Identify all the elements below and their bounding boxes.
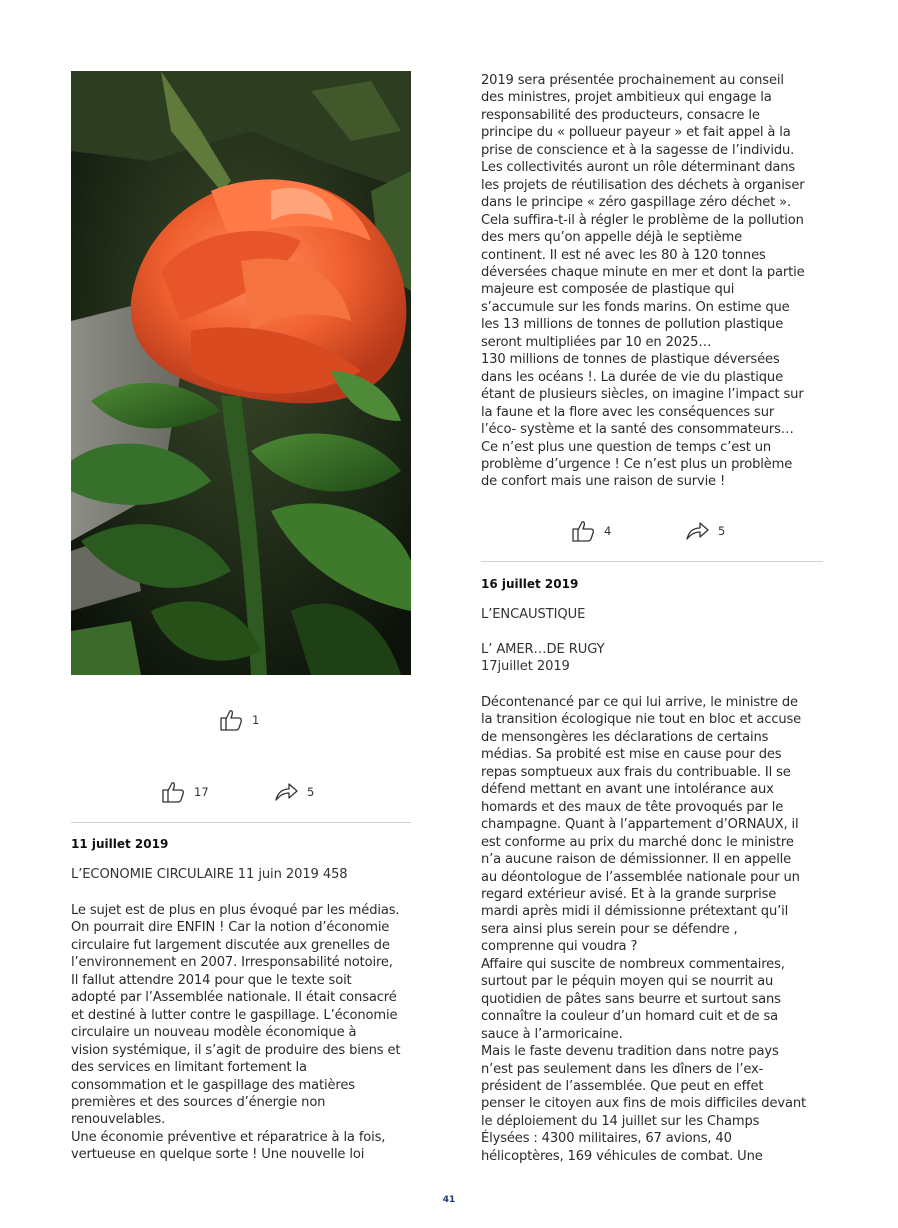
text-line: hélicoptères, 169 véhicules de combat. Une (481, 1148, 763, 1164)
text-line: Décontenancé par ce qui lui arrive, le ministre de (481, 695, 798, 710)
share-group-left (273, 779, 314, 805)
text-line: n’a aucune raison de démissionner. Il en appelle (481, 852, 792, 868)
text-line: des services en limitant fortement la (71, 1060, 307, 1076)
text-line: circulaire un nouveau modèle économique à (71, 1025, 357, 1041)
text-line: vision systémique, il s’agit de produire des biens et (71, 1042, 401, 1058)
text-line: le déploiement du 14 juillet sur les Champs (481, 1113, 760, 1129)
post-body-right (481, 694, 826, 1165)
text-line: défend mettant en avant une intolérance aux (481, 782, 774, 798)
text-line: surtout par le péquin moyen qui se nourrit au (481, 974, 774, 990)
rose-photo-image (71, 71, 411, 675)
text-line: mardi après midi il démissionne prétextant qu’il (481, 904, 789, 920)
text-line: déversées chaque minute en mer et dont la partie (481, 264, 805, 280)
post-body-continued (481, 72, 826, 491)
text-line: l’éco- système et la santé des consommateurs… (481, 422, 794, 438)
text-line: étant de plusieurs siècles, on imagine l’impact sur (481, 387, 804, 403)
text-line: et destiné à lutter contre le gaspillage. L’économie (71, 1007, 398, 1023)
text-line: les 13 millions de tonnes de pollution plastique (481, 317, 784, 333)
text-line: On pourrait dire ENFIN ! Car la notion d’économie (71, 920, 390, 936)
post-subdate: 17juillet 2019 (481, 659, 570, 674)
text-line: premières et des sources d’énergie non (71, 1094, 326, 1110)
text-line: Ce n’est plus une question de temps c’est un (481, 439, 772, 455)
text-line: au déontologue de l’assemblée nationale pour un (481, 869, 800, 885)
text-line: la faune et la flore avec les conséquences sur (481, 404, 775, 420)
text-line: adopté par l’Assemblée nationale. Il était consacré (71, 990, 397, 1006)
divider-right (481, 561, 823, 562)
text-line: Le sujet est de plus en plus évoqué par les médias. (71, 903, 400, 918)
like-count: 4 (604, 524, 612, 538)
text-line: problème d’urgence ! Ce n’est plus un problème (481, 456, 793, 472)
text-line: principe du « pollueur payeur » et fait appel à la (481, 125, 791, 141)
post-date: 16 juillet 2019 (481, 577, 579, 591)
text-line: vertueuse en quelque sorte ! Une nouvelle loi (71, 1147, 365, 1163)
thumbs-up-icon[interactable] (218, 707, 244, 733)
like-count: 17 (194, 785, 209, 799)
post-title: L’ENCAUSTIQUE (481, 607, 586, 622)
text-line: consommation et le gaspillage des matières (71, 1077, 355, 1093)
share-arrow-icon[interactable] (684, 518, 710, 544)
text-line: renouvelables. (71, 1112, 166, 1128)
text-line: des mers qu’on appelle déjà le septième (481, 230, 742, 246)
text-line: connaître la couleur d’un homard cuit et de sa (481, 1009, 778, 1025)
text-line: de confort mais une raison de survie ! (481, 474, 726, 490)
text-line: des ministres, projet ambitieux qui engage la (481, 90, 772, 106)
text-line: Élysées : 4300 militaires, 67 avions, 40 (481, 1131, 732, 1147)
text-line: s’accumule sur les fonds marins. On estime que (481, 299, 790, 315)
text-line: penser le citoyen aux fins de mois difficiles devant (481, 1096, 806, 1112)
text-line: la transition écologique nie tout en bloc et accuse (481, 712, 802, 728)
page-number: 41 (442, 1195, 456, 1205)
text-line: président de l’assemblée. Que peut en effet (481, 1078, 764, 1094)
thumbs-up-icon[interactable] (160, 779, 186, 805)
text-line: continent. Il est né avec les 80 à 120 tonnes (481, 247, 766, 263)
text-line: responsabilité des producteurs, consacre le (481, 107, 760, 123)
text-line: Il fallut attendre 2014 pour que le texte soit (71, 972, 352, 988)
divider-left (71, 822, 411, 823)
text-line: dans le principe « zéro gaspillage zéro déchet ». (481, 195, 792, 211)
text-line: 130 millions de tonnes de plastique déversées (481, 352, 780, 368)
text-line: circulaire fut largement discutée aux grenelles de (71, 937, 390, 953)
text-line: seront multipliées par 10 en 2025… (481, 334, 712, 350)
text-line: majeure est composée de plastique qui (481, 282, 735, 298)
text-line: repas somptueux aux frais du contribuable. Il se (481, 764, 791, 780)
text-line: Cela suffira-t-il à régler le problème de la pollution (481, 212, 804, 228)
share-arrow-icon[interactable] (273, 779, 299, 805)
text-line: champagne. Quant à l’appartement d’ORNAUX, il (481, 817, 799, 833)
rose-photo (71, 71, 411, 675)
share-group-right (684, 518, 725, 544)
post-reactions-right (570, 518, 611, 544)
text-line: médias. Sa probité est mise en cause pour des (481, 747, 782, 763)
text-line: prise de conscience et à la sagesse de l’individu. (481, 142, 795, 158)
text-line: n’est pas seulement dans les dîners de l’ex- (481, 1061, 764, 1077)
share-count: 5 (307, 785, 315, 799)
like-count: 1 (252, 713, 260, 727)
text-line: 2019 sera présentée prochainement au conseil (481, 73, 784, 88)
thumbs-up-icon[interactable] (570, 518, 596, 544)
text-line: l’environnement en 2007. Irresponsabilité notoire, (71, 955, 393, 971)
text-line: de mensongères les déclarations de certains (481, 729, 769, 745)
text-line: comprenne qui voudra ? (481, 939, 638, 955)
text-line: homards et des maux de tête provoqués par le (481, 799, 784, 815)
text-line: dans les océans !. La durée de vie du plastique (481, 369, 783, 385)
text-line: regard extérieur avisé. Et à la grande surprise (481, 886, 777, 902)
text-line: Les collectivités auront un rôle déterminant dans (481, 160, 796, 176)
photo-reactions (218, 707, 259, 733)
text-line: les projets de réutilisation des déchets à organiser (481, 177, 805, 193)
post-body-left (71, 902, 416, 1164)
text-line: sauce à l’armoricaine. (481, 1026, 623, 1042)
post-date: 11 juillet 2019 (71, 837, 169, 851)
post-reactions-left (160, 779, 209, 805)
post-title: L’ECONOMIE CIRCULAIRE 11 juin 2019 458 (71, 867, 348, 882)
text-line: est conforme au prix du marché donc le ministre (481, 834, 794, 850)
text-line: Mais le faste devenu tradition dans notre pays (481, 1044, 779, 1060)
text-line: Affaire qui suscite de nombreux commentaires, (481, 956, 785, 972)
text-line: quotidien de pâtes sans beurre et surtout sans (481, 991, 781, 1007)
post-subtitle: L’ AMER…DE RUGY (481, 642, 605, 657)
share-count: 5 (718, 524, 726, 538)
text-line: sera ainsi plus serein pour se défendre , (481, 921, 738, 937)
text-line: Une économie préventive et réparatrice à la fois, (71, 1129, 386, 1145)
